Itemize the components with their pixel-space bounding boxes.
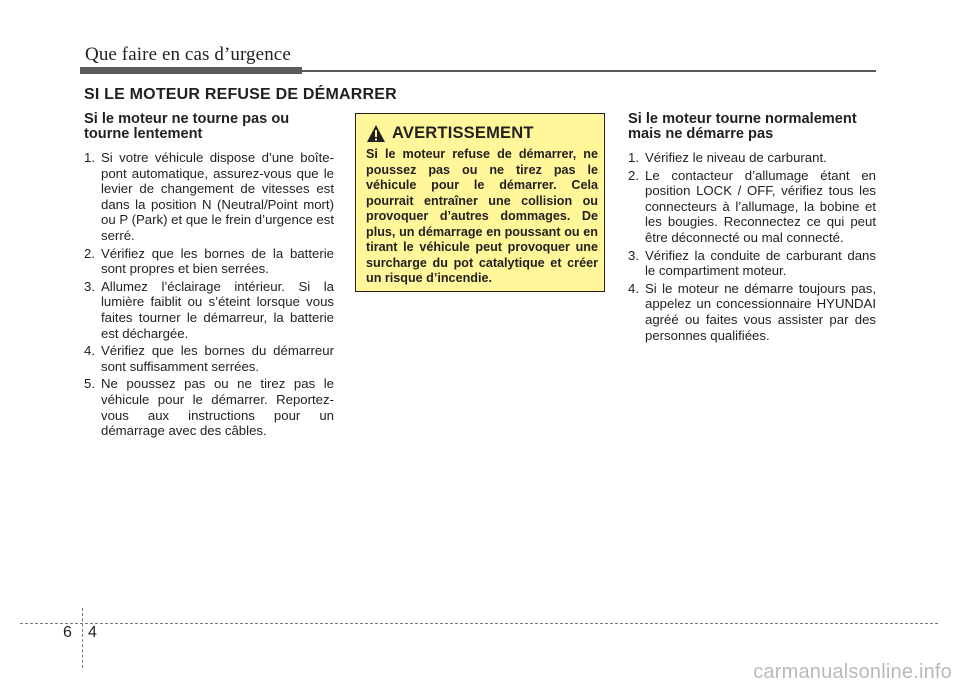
- header-rule-thin: [302, 70, 876, 72]
- warning-title: AVERTISSEMENT: [392, 124, 534, 142]
- step-text: Vérifiez que les bornes du démarreur sont suffisamment serrées.: [101, 343, 334, 374]
- footer-dashed-rule: [20, 623, 938, 624]
- page-header-title: Que faire en cas d’urgence: [85, 44, 291, 65]
- warning-triangle-icon: [366, 124, 386, 143]
- section-title: SI LE MOTEUR REFUSE DE DÉMARRER: [84, 86, 397, 103]
- step-number: 2.: [84, 245, 95, 261]
- warning-text: Si le moteur refuse de démarrer, ne poussez pas ou ne tirez pas le véhicule pour le démarrer. Cela pourrait entraîner une collision ou provoquer d’autres dommages. De plus, un démarrage en poussant ou en tirant le véhicule peut provoquer une surcharge du pot catalytique et créer un risque d’incendie.: [366, 147, 598, 285]
- right-column: [628, 112, 876, 345]
- list-item: [84, 279, 334, 341]
- step-text: Vérifiez la conduite de carburant dans le compartiment moteur.: [645, 247, 876, 279]
- header-rule-thick: [80, 67, 302, 74]
- step-number: 3.: [84, 278, 95, 294]
- left-steps-list: [84, 150, 334, 439]
- step-number: 4.: [84, 343, 95, 359]
- step-text: Ne poussez pas ou ne tirez pas le véhicule pour le démarrer. Reportez-vous aux instructions pour un démarrage avec des câbles.: [101, 376, 334, 439]
- page-number: 4: [88, 624, 97, 641]
- step-number: 3.: [628, 247, 639, 263]
- step-number: 1.: [84, 150, 95, 165]
- step-text: Allumez l’éclairage intérieur. Si la lumière faiblit ou s’éteint lorsque vous faites tourner le démarreur, la batterie est déchargée.: [101, 278, 334, 341]
- right-column-heading: Si le moteur tourne normalement mais ne démarre pas: [628, 111, 857, 142]
- left-column-heading: Si le moteur ne tourne pas ou tourne lentement: [84, 111, 290, 142]
- left-column: [84, 112, 334, 441]
- step-number: 1.: [628, 150, 639, 165]
- list-item: [628, 150, 876, 166]
- list-item: [84, 150, 334, 244]
- warning-box: [355, 113, 605, 292]
- list-item: [84, 246, 334, 277]
- step-number: 4.: [628, 280, 639, 296]
- list-item: [84, 376, 334, 438]
- step-number: 2.: [628, 167, 639, 183]
- step-text: Vérifiez le niveau de carburant.: [645, 150, 827, 165]
- footer-dashed-divider: [82, 608, 83, 668]
- list-item: [628, 281, 876, 343]
- step-text: Le contacteur d’allumage étant en position LOCK / OFF, vérifiez tous les connecteurs à l’allumage, la bobine et les bougies. Reconnectez ce qui peut être déconnecté ou mal connecté.: [645, 167, 876, 245]
- watermark: carmanualsonline.info: [753, 661, 952, 683]
- chapter-number: 6: [63, 624, 72, 641]
- step-number: 5.: [84, 376, 95, 392]
- list-item: [628, 168, 876, 246]
- list-item: [84, 343, 334, 374]
- step-text: Si le moteur ne démarre toujours pas, appelez un concessionnaire HYUNDAI agréé ou faites vous assister par des personnes qualifiées.: [645, 280, 876, 343]
- right-steps-list: [628, 150, 876, 343]
- list-item: [628, 248, 876, 279]
- warning-header: [366, 124, 534, 143]
- step-text: Vérifiez que les bornes de la batterie sont propres et bien serrées.: [101, 245, 334, 277]
- step-text: Si votre véhicule dispose d’une boîte-pont automatique, assurez-vous que le levier de changement de vitesses est dans la position N (Neutral/Point mort) ou P (Park) et que le frein d’urgence est serré.: [101, 150, 334, 243]
